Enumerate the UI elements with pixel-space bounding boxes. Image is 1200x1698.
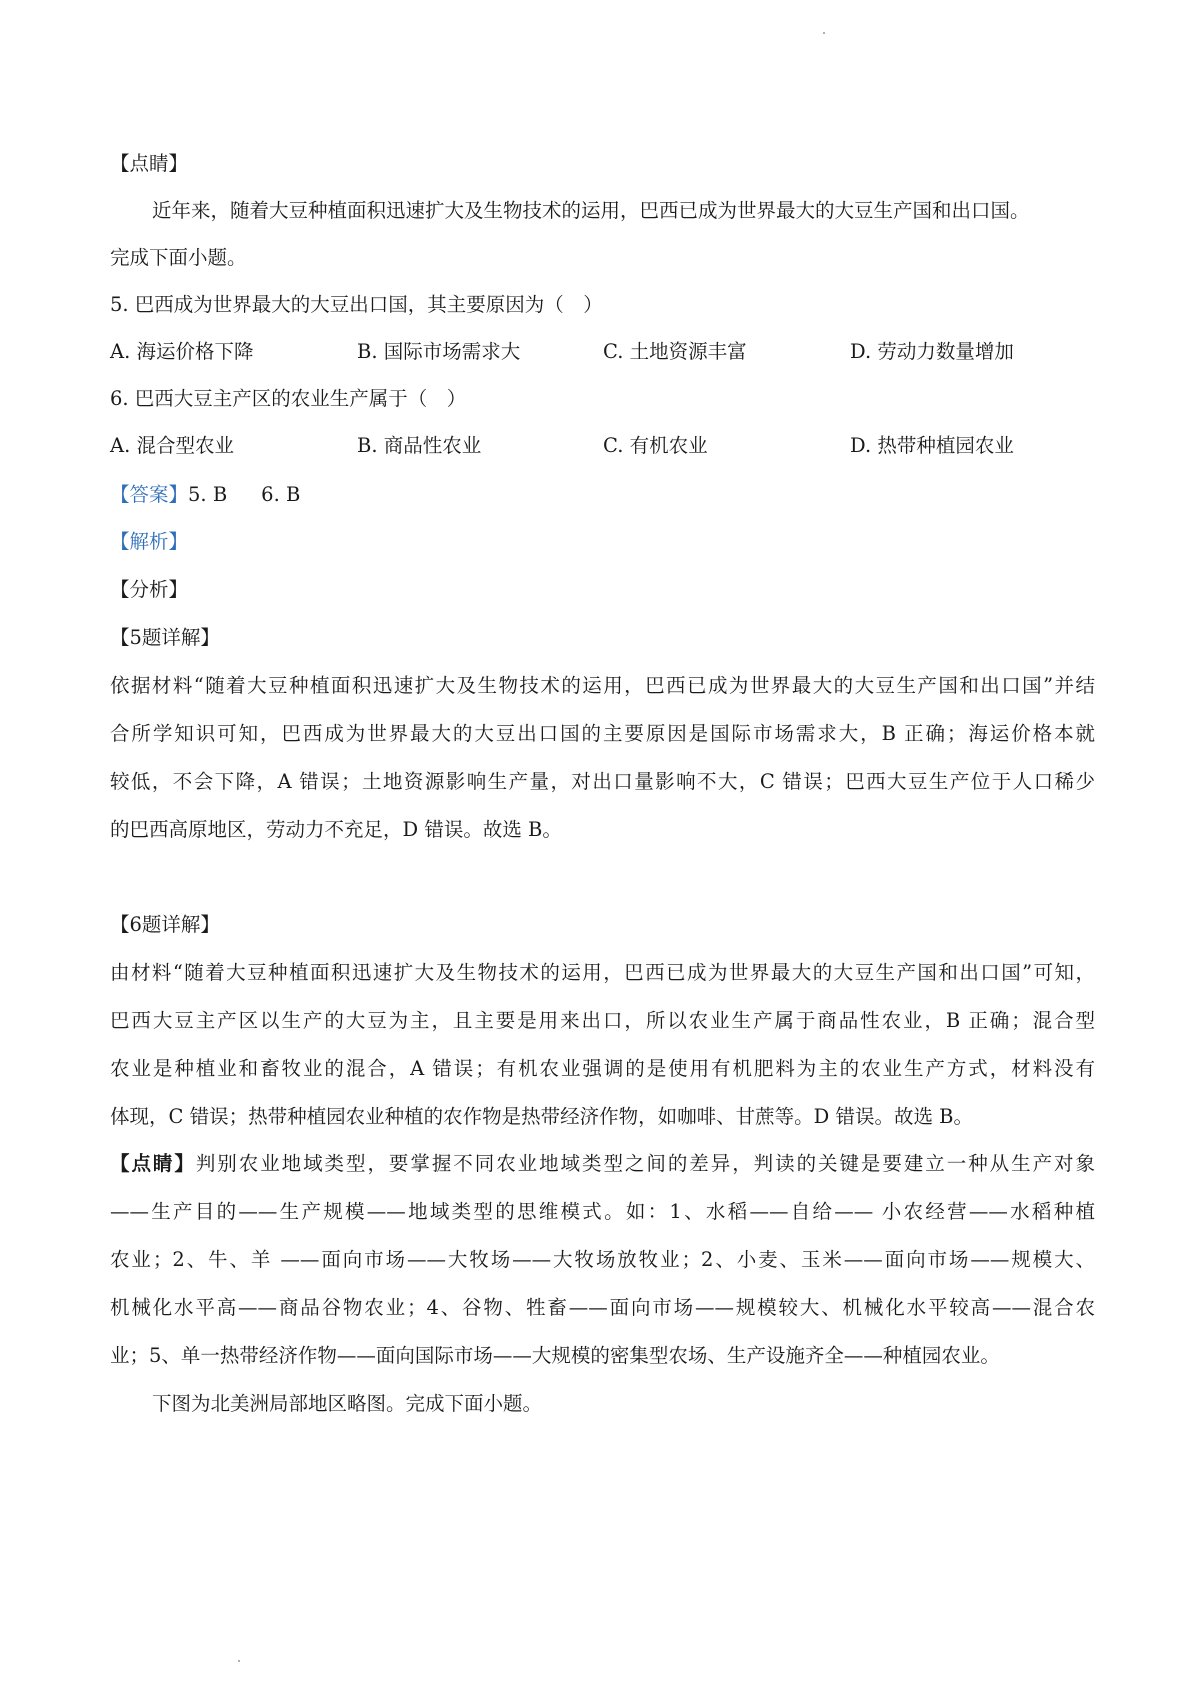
- answer-6: 6. B: [261, 483, 301, 506]
- dianjing-2-line: 机械化水平高——商品谷物农业；4、谷物、牲畜——面向市场——规模较大、机械化水平较高——混合农: [110, 1296, 1095, 1319]
- detail-6-line: 由材料“随着大豆种植面积迅速扩大及生物技术的运用，巴西已成为世界最大的大豆生产国和出口国”可知，: [110, 961, 1095, 984]
- dianjing-2-line: ——生产目的——生产规模——地域类型的思维模式。如：1、水稻——自给—— 小农经营——水稻种植: [110, 1200, 1095, 1223]
- q6-option-d: D. 热带种植园农业: [850, 434, 1014, 457]
- question-5-stem: 5. 巴西成为世界最大的大豆出口国，其主要原因为（ ）: [110, 293, 603, 316]
- detail-5-heading: 【5题详解】: [110, 626, 220, 649]
- detail-6-heading: 【6题详解】: [110, 913, 220, 936]
- q5-option-d: D. 劳动力数量增加: [850, 340, 1014, 363]
- detail-5-line: 依据材料“随着大豆种植面积迅速扩大及生物技术的运用，巴西已成为世界最大的大豆生产国和出口国”并结: [110, 674, 1095, 697]
- dianjing-2-label: 【点睛】: [110, 1152, 196, 1175]
- scan-speck: [823, 32, 825, 34]
- detail-5-line: 的巴西高原地区，劳动力不充足，D 错误。故选 B。: [110, 818, 562, 841]
- detail-6-line: 巴西大豆主产区以生产的大豆为主，且主要是用来出口，所以农业生产属于商品性农业，B 正确；混合型: [110, 1009, 1095, 1032]
- fenxi-heading: 【分析】: [110, 578, 189, 601]
- detail-5-line: 合所学知识可知，巴西成为世界最大的大豆出口国的主要原因是国际市场需求大，B 正确；海运价格本就: [110, 722, 1095, 745]
- detail-6-line: 体现，C 错误；热带种植园农业种植的农作物是热带经济作物，如咖啡、甘蔗等。D 错误。故选 B。: [110, 1105, 973, 1128]
- intro-line-1: 近年来，随着大豆种植面积迅速扩大及生物技术的运用，巴西已成为世界最大的大豆生产国和出口国。: [152, 199, 1030, 222]
- dianjing-2-line: 业；5、单一热带经济作物——面向国际市场——大规模的密集型农场、生产设施齐全——种植园农业。: [110, 1344, 1000, 1367]
- answer-label: 【答案】: [110, 483, 189, 506]
- next-question-intro: 下图为北美洲局部地区略图。完成下面小题。: [152, 1392, 543, 1415]
- q5-option-b: B. 国际市场需求大: [357, 340, 521, 363]
- q5-option-c: C. 土地资源丰富: [603, 340, 747, 363]
- dianjing-2-line: 农业；2、牛、羊 ——面向市场——大牧场——大牧场放牧业；2、小麦、玉米——面向市场——规模大、: [110, 1248, 1095, 1271]
- q5-option-a: A. 海运价格下降: [110, 340, 254, 363]
- dianjing-2-text: 判别农业地域类型，要掌握不同农业地域类型之间的差异，判读的关键是要建立一种从生产对象: [195, 1152, 1095, 1175]
- dianjing-2-first-line: [110, 1150, 1095, 1178]
- answer-row: [110, 481, 300, 509]
- intro-line-2: 完成下面小题。: [110, 246, 247, 269]
- detail-6-line: 农业是种植业和畜牧业的混合，A 错误；有机农业强调的是使用有机肥料为主的农业生产方式，材料没有: [110, 1057, 1095, 1080]
- answer-5: 5. B: [188, 483, 228, 506]
- q6-option-a: A. 混合型农业: [110, 434, 234, 457]
- scan-speck: [238, 1660, 240, 1662]
- q6-option-c: C. 有机农业: [603, 434, 708, 457]
- q6-option-b: B. 商品性农业: [357, 434, 482, 457]
- detail-5-line: 较低，不会下降，A 错误；土地资源影响生产量，对出口量影响不大，C 错误；巴西大豆生产位于人口稀少: [110, 770, 1095, 793]
- dianjing-heading: 【点睛】: [110, 152, 189, 175]
- question-6-stem: 6. 巴西大豆主产区的农业生产属于（ ）: [110, 387, 467, 410]
- jiexi-heading: 【解析】: [110, 530, 189, 553]
